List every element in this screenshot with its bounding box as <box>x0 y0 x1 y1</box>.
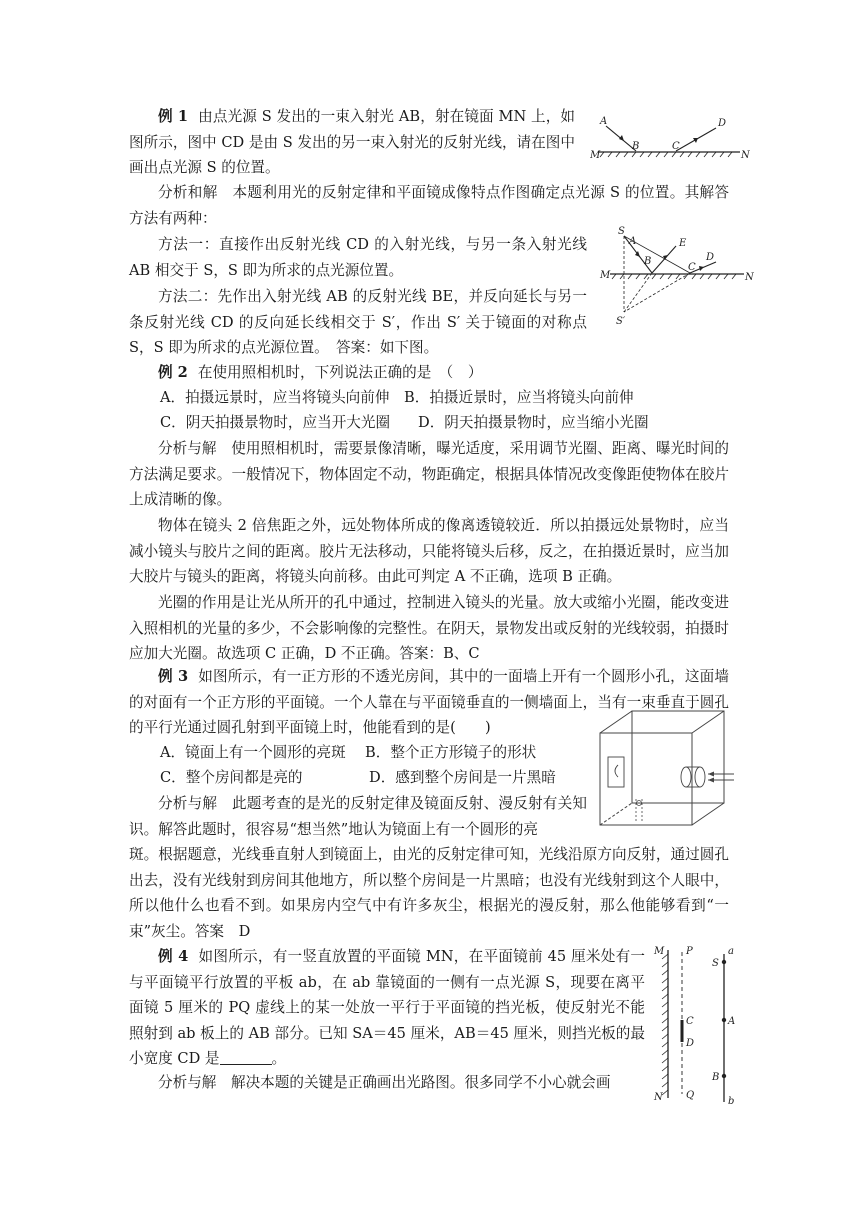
method-text: 方法一：直接作出反射光线 CD 的入射光线，与另一条入射光线 AB 相交于 S，S 即为所求的点光源位置。 <box>129 236 587 279</box>
option-c: C．整个房间都是亮的 <box>160 769 303 786</box>
example-label: 例 1 <box>158 108 189 125</box>
example-label: 例 3 <box>158 668 189 685</box>
example-2-options-row-1 <box>160 385 634 410</box>
example-3-analysis-part-1 <box>129 791 587 842</box>
method-text: 方法二：先作出入射光线 AB 的反射光线 BE，并反向延长与另一条反射光线 CD 的反向延长线相交于 S′，作出 S′ 关于镜面的对称点 S，S 即为所求的点光源位置。 答案：如下图。 <box>129 288 587 356</box>
example-1-method-2 <box>129 284 587 361</box>
example-2-question <box>129 360 729 386</box>
figure-label: P <box>686 946 693 957</box>
option-d: D．感到整个房间是一片黑暗 <box>369 769 556 786</box>
figure-label: b <box>728 1096 735 1107</box>
figure-label: M <box>590 150 601 160</box>
example-4-question <box>129 944 645 1072</box>
option-c: C．阴天拍摄景物时，应当开大光圈 <box>160 414 391 431</box>
analysis-text: 分析与解 此题考查的是光的反射定律及镜面反射、漫反射有关知识。解答此题时，很容易“想当然”地认为镜面上有一个圆形的亮 <box>129 795 587 838</box>
figure-label: A <box>600 116 608 127</box>
figure-label: S <box>712 958 719 969</box>
example-2-options-row-2 <box>160 410 649 435</box>
figure-label: D <box>706 252 715 263</box>
figure-label: B <box>712 1072 720 1083</box>
analysis-text: 光圈的作用是让光从所开的孔中通过，控制进入镜头的光量。放大或缩小光圈，能改变进入照相机的光量的多少，不会影响像的完整性。在阴天，景物发出或反射的光线较弱，拍摄时应加大光圈。故选项 C 正确，D 不正确。答案：B、C <box>129 594 729 662</box>
option-b: B．整个正方形镜子的形状 <box>365 744 537 761</box>
figure-label: B <box>644 256 652 267</box>
example-4-analysis <box>129 1070 645 1096</box>
figure-label: S <box>618 226 625 237</box>
example-3-options-row-1 <box>160 740 536 765</box>
figure-label: N <box>745 272 754 283</box>
figure-label: M <box>654 946 665 957</box>
analysis-text: 斑。根据题意，光线垂直射人到镜面上，由光的反射定律可知，光线沿原方向反射，通过圆孔出去，没有光线射到房间其他地方，所以整个房间是一片黑暗；也没有光线射到这个人眼中，所以他什么也看不到。如果房内空气中有许多灰尘，根据光的漫反射，那么他能够看到“一束”灰尘。答案 D <box>129 846 729 940</box>
example-4-text-end: 。 <box>271 1050 287 1067</box>
analysis-text: 分析与解 解决本题的关键是正确画出光路图。很多同学不小心就会画 <box>158 1074 611 1091</box>
figure-label: B <box>632 141 640 152</box>
figure-label: Q <box>686 1090 695 1101</box>
figure-room-mirror <box>596 705 736 829</box>
example-1-method-1 <box>129 232 587 283</box>
option-d: D．阴天拍摄景物时，应当缩小光圈 <box>418 414 649 431</box>
figure-label: D <box>718 118 727 129</box>
figure-mirror-rays <box>590 108 750 160</box>
figure-label: S′ <box>616 316 626 327</box>
analysis-text: 分析与解 使用照相机时，需要景像清晰，曝光适度，采用调节光圈、距离、曝光时间的方法满足要求。一般情况下，物体固定不动，物距确定，根据具体情况改变像距使物体在胶片上成清晰的像。 <box>129 440 729 508</box>
example-1-analysis <box>129 180 729 231</box>
example-1-text: 由点光源 S 发出的一束入射光 AB，射在镜面 MN 上，如图所示，图中 CD 是由 S 发出的另一束入射光的反射光线，请在图中画出点光源 S 的位置。 <box>129 108 575 176</box>
option-b: B．拍摄近景时，应当将镜头向前伸 <box>404 389 634 406</box>
figure-label: C <box>672 141 680 152</box>
analysis-text: 分析和解 本题利用光的反射定律和平面镜成像特点作图确定点光源 S 的位置。其解答方法有两种： <box>129 184 729 227</box>
example-label: 例 4 <box>158 948 189 965</box>
example-2-paragraph-3 <box>129 590 729 667</box>
figure-label: D <box>686 1038 695 1049</box>
example-3-analysis-part-2 <box>129 842 729 944</box>
figure-label: C <box>688 262 696 273</box>
example-label: 例 2 <box>158 364 188 381</box>
figure-label: M <box>600 270 611 281</box>
figure-label: A <box>629 236 637 247</box>
figure-label: C <box>686 1016 694 1027</box>
figure-label: A <box>728 1016 736 1027</box>
example-2-paragraph-2 <box>129 513 729 590</box>
example-3-options-row-2 <box>160 765 556 790</box>
answer-blank <box>220 1050 272 1065</box>
figure-mirror-board <box>648 940 752 1118</box>
example-3-text: 如图所示，有一正方形的不透光房间，其中的一面墙上开有一个圆形小孔，这面墙的对面有一个正方形的平面镜。一个人靠在与平面镜垂直的一侧墙面上，当有一束垂直于圆孔的平行光通过圆孔射到平面镜上时，他能看到的是( ) <box>129 668 729 736</box>
option-a: A．镜面上有一个圆形的亮斑 <box>160 744 346 761</box>
figure-label: E <box>679 238 687 249</box>
example-1-question <box>129 104 575 181</box>
figure-label: N <box>741 150 750 160</box>
figure-label: a <box>728 946 734 957</box>
example-2-analysis <box>129 436 729 513</box>
analysis-text: 物体在镜头 2 倍焦距之外，远处物体所成的像离透镜较近．所以拍摄远处景物时，应当减小镜头与胶片之间的距离。胶片无法移动，只能将镜头后移，反之，在拍摄近景时，应当加大胶片与镜头的距离，将镜头向前移。由此可判定 A 不正确，选项 B 正确。 <box>129 517 729 585</box>
figure-light-source-solution <box>596 226 756 330</box>
example-4-text: 如图所示，有一竖直放置的平面镜 MN，在平面镜前 45 厘米处有一与平面镜平行放置的平板 ab，在 ab 靠镜面的一侧有一点光源 S，现要在离平面镜 5 厘米的 PQ 虚线上的某一处放一平行于平面镜的挡光板，使反射光不能照射到 ab 板上的 AB 部分。已知 SA＝45 厘米，AB＝45 厘米，则挡光板的最小宽度 CD 是 <box>129 948 645 1067</box>
figure-label: N <box>654 1092 663 1103</box>
example-2-text: 在使用照相机时，下列说法正确的是 （ ） <box>197 364 483 381</box>
option-a: A．拍摄远景时，应当将镜头向前伸 <box>160 389 390 406</box>
